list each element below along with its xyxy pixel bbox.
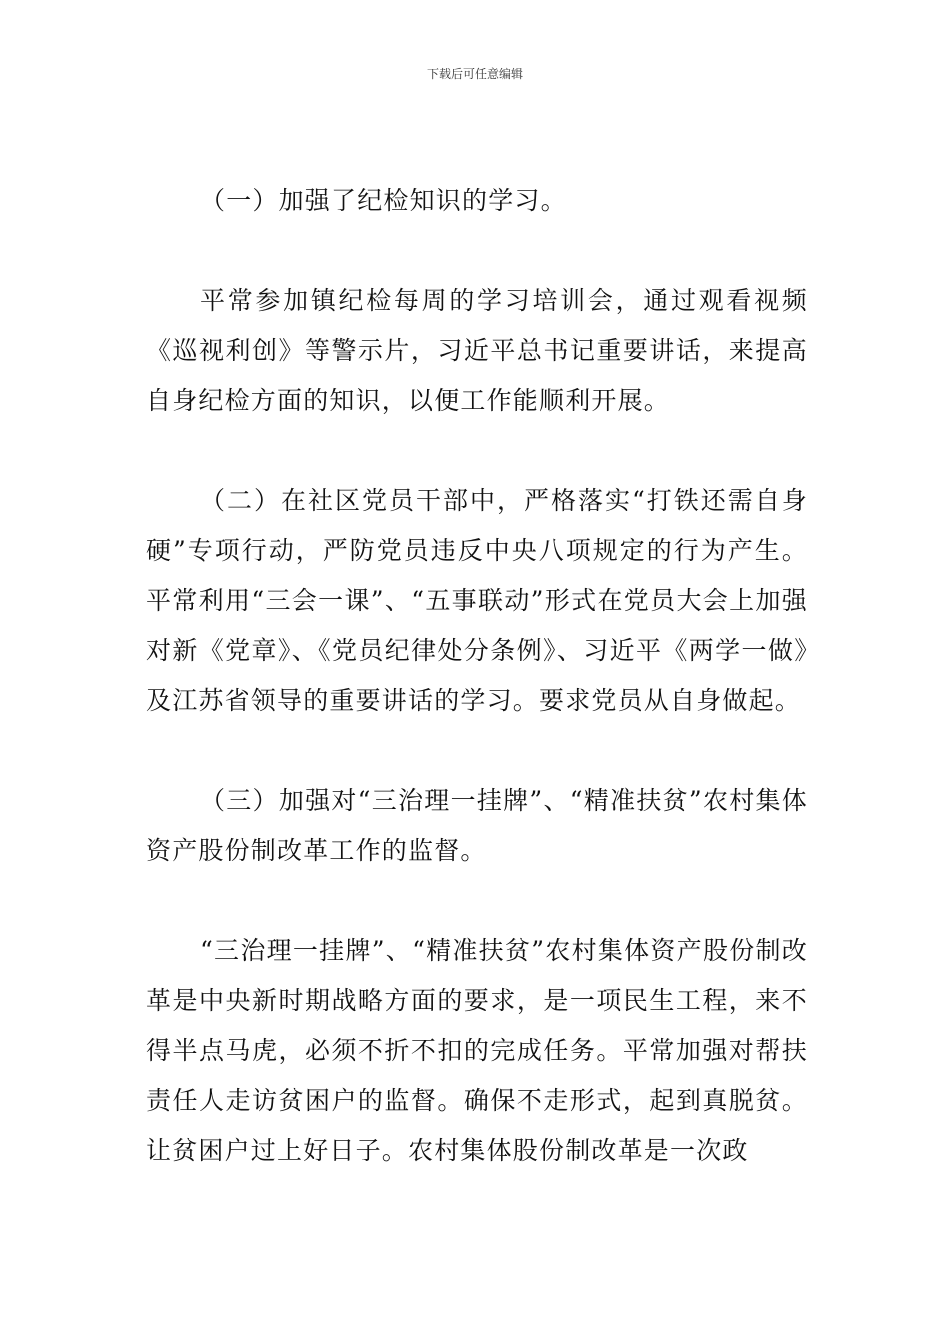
- section-3-heading: （三）加强对“三治理一挂牌”、“精准扶贫”农村集体资产股份制改革工作的监督。: [146, 786, 808, 865]
- paragraph-gap: [146, 226, 808, 276]
- paragraph-gap: [146, 726, 808, 776]
- document-body: [146, 176, 808, 1176]
- section-2-heading: （二）在社区党员干部中，严格落实“打铁还需自身硬”专项行动，严防党员违反中央八项规定的行为产生。平常利用“三会一课”、“五事联动”形式在党员大会上加强对新《党章》、《党员纪律处分条例》、习近平《两学一做》及江苏省领导的重要讲话的学习。要求党员从自身做起。: [146, 486, 808, 715]
- page-header: 下载后可任意编辑: [426, 67, 523, 81]
- section-1-heading: （一）加强了纪检知识的学习。: [200, 186, 567, 215]
- section-1-body: 平常参加镇纪检每周的学习培训会，通过观看视频《巡视利创》等警示片，习近平总书记重要讲话，来提高自身纪检方面的知识，以便工作能顺利开展。: [146, 286, 808, 415]
- paragraph-gap: [146, 426, 808, 476]
- section-3-body: “三治理一挂牌”、“精准扶贫”农村集体资产股份制改革是中央新时期战略方面的要求，是一项民生工程，来不得半点马虎，必须不折不扣的完成任务。平常加强对帮扶责任人走访贫困户的监督。确保不走形式，起到真脱贫。让贫困户过上好日子。农村集体股份制改革是一次政: [146, 936, 808, 1165]
- paragraph-gap: [146, 876, 808, 926]
